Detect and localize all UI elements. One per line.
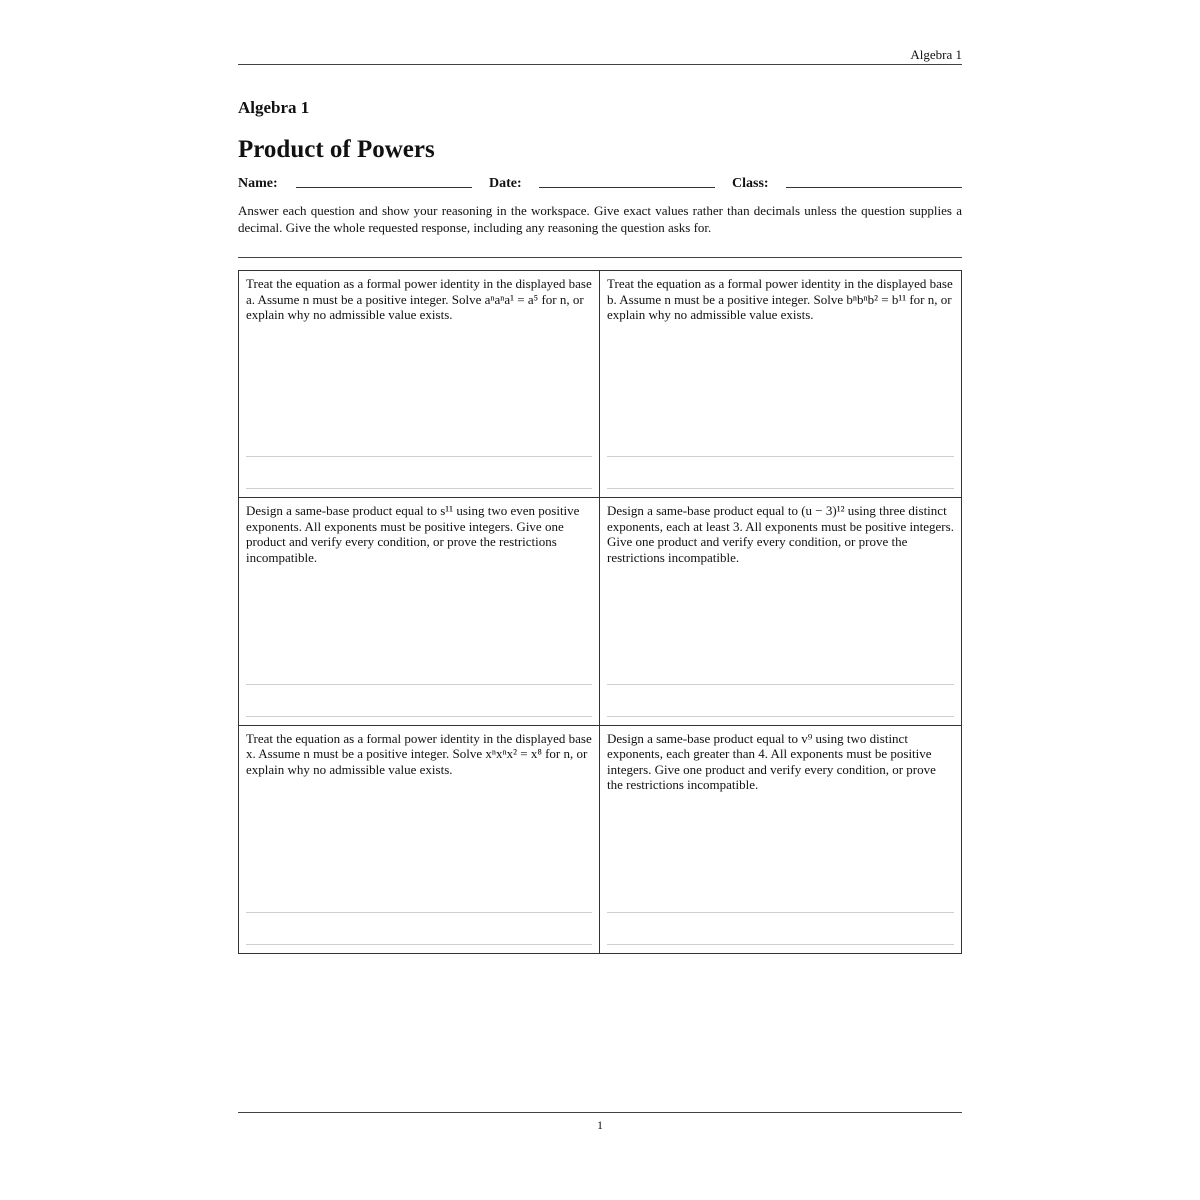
question-text-2: Treat the equation as a formal power identity in the displayed base b. Assume n must be a positive integer. Solve bⁿbⁿb² = b¹¹ for n, or explain why no admissible value exists. — [607, 276, 953, 322]
date-label: Date: — [489, 176, 522, 191]
question-cell-1[interactable] — [239, 271, 600, 498]
running-header: Algebra 1 — [238, 46, 962, 65]
answer-line — [246, 716, 592, 717]
name-field[interactable] — [296, 187, 472, 188]
footer-divider — [238, 1112, 962, 1113]
page-title: Product of Powers — [238, 136, 435, 163]
question-cell-6[interactable] — [600, 726, 961, 953]
question-cell-5[interactable] — [239, 726, 600, 953]
question-cell-2[interactable] — [600, 271, 961, 498]
question-text-4: Design a same-base product equal to (u − 3)¹² using three distinct exponents, each at least 3. All exponents must be positive integers. Give one product and verify every condition, or prove the restrictions incompatible. — [607, 503, 954, 565]
name-label: Name: — [238, 176, 278, 191]
answer-line — [607, 716, 954, 717]
question-text-5: Treat the equation as a formal power identity in the displayed base x. Assume n must be a positive integer. Solve xⁿxⁿx² = x⁸ for n, or explain why no admissible value exists. — [246, 730, 592, 777]
question-text-3: Design a same-base product equal to s¹¹ using two even positive exponents. All exponents must be positive integers. Give one product and verify every condition, or prove the restrictions incompatible. — [246, 503, 580, 565]
page-number: 1 — [597, 1118, 603, 1132]
answer-line — [607, 488, 954, 489]
answer-line — [246, 488, 592, 489]
question-text-6: Design a same-base product equal to v⁹ using two distinct exponents, each greater than 4. All exponents must be positive integers. Give one product and verify every condition, or prove the restrictions incompatible. — [607, 730, 936, 793]
class-label: Class: — [732, 176, 769, 191]
instructions: Answer each question and show your reasoning in the workspace. Give exact values rather than decimals unless the question supplies a decimal. Give the whole requested response, including any reasoning the question asks for. — [238, 203, 962, 235]
date-field[interactable] — [539, 187, 715, 188]
question-grid — [238, 270, 962, 954]
answer-line — [607, 912, 954, 913]
answer-line — [246, 456, 592, 457]
answer-line — [246, 912, 592, 913]
answer-line — [607, 684, 954, 685]
answer-line — [246, 684, 592, 685]
class-field[interactable] — [786, 187, 962, 188]
question-text-1: Treat the equation as a formal power identity in the displayed base a. Assume n must be a positive integer. Solve aⁿaⁿa¹ = a⁵ for n, or explain why no admissible value exists. — [246, 276, 592, 322]
section-divider — [238, 257, 962, 258]
question-cell-3[interactable] — [239, 498, 600, 725]
answer-line — [607, 456, 954, 457]
course-name: Algebra 1 — [238, 98, 310, 117]
answer-line — [607, 944, 954, 945]
student-info-fields — [238, 174, 962, 194]
answer-line — [246, 944, 592, 945]
question-cell-4[interactable] — [600, 498, 961, 725]
